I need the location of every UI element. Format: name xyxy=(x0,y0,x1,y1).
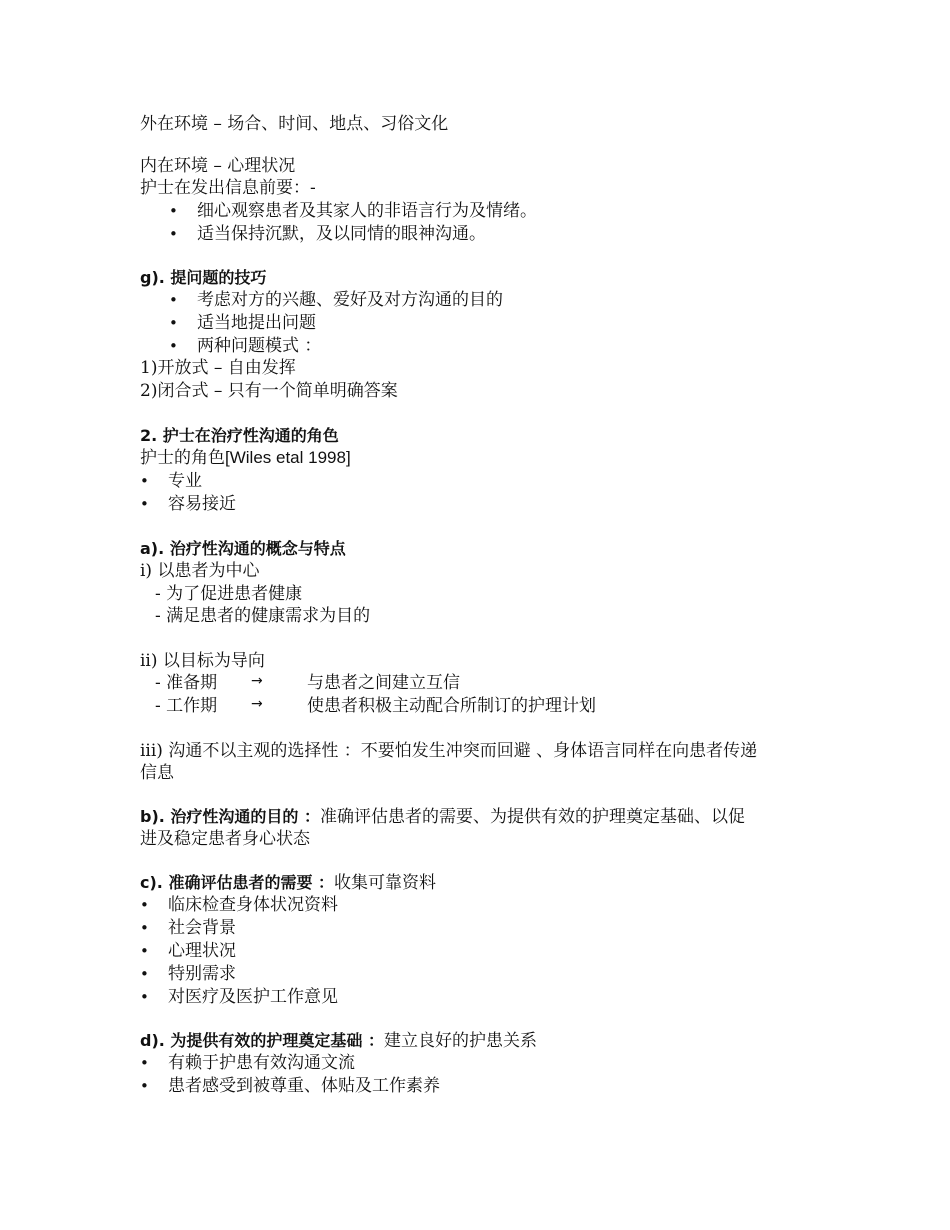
section-c-line: c). 准确评估患者的需要 ：收集可靠资料 xyxy=(140,873,437,893)
bullet-icon: • xyxy=(140,942,149,960)
document-page: 外在环境 – 场合、时间、地点、习俗文化 内在环境 – 心理状况 护士在发出信息前要：- • 细心观察患者及其家人的非语言行为及情绪。 • 适当保持沉默，及以同情的眼神沟通。 g). 提问题的技巧 • 考虑对方的兴趣、爱好及对方沟通的目的 • 适当地提出问题 • 两种问题模式 ： 1)开放式 – 自由发挥 2)闭合式 – 只有一个简单明确答案 2. 护士在治疗性沟通的角色 护士的角色[Wiles etal 1998] • 专业 • 容易接近 a). 治疗性沟通的概念与特点 i) 以患者为中心 - 为了促进患者健康 - 满足患者的健康需求为目的 ii) 以目标为导向 - 准备期 → 与患者之间建立互信 - 工作期 → 使患者积极主动配合所制订的护理计划 iii) 沟通不以主观的选择性 ：不要怕发生冲突而回避 、身体语言同样在向患者传递 信息 b). 治疗性沟通的目的 ：准确评估患者的需要、为提供有效的护理奠定基础、以促 进及稳定患者身心状态 c). 准确评估患者的需要 ：收集可靠资料 • 临床检查身体状况资料 • 社会背景 • 心理状况 • 特别需求 • 对医疗及医护工作意见 d). 为提供有效的护理奠定基础 ：建立良好的护患关系 • 有赖于护患有效沟通文流 • 患者感受到被尊重、体贴及工作素养 xyxy=(140,114,758,1096)
section-heading-b: b). 治疗性沟通的目的 ： xyxy=(140,807,320,826)
sub-heading-ii: ii) 以目标为导向 xyxy=(140,651,265,671)
arrow-right-icon: → xyxy=(251,696,263,712)
section-heading-g: g). 提问题的技巧 xyxy=(140,268,267,287)
bullet-icon: • xyxy=(169,291,178,309)
before-send-line: 护士在发出信息前要：- xyxy=(140,178,316,198)
citation: [Wiles etal 1998] xyxy=(225,448,351,467)
bullet-icon: • xyxy=(169,337,178,355)
section-heading-2: 2. 护士在治疗性沟通的角色 xyxy=(140,426,339,445)
section-heading-a: a). 治疗性沟通的概念与特点 xyxy=(140,539,346,558)
phase-label: - 工作期 xyxy=(155,696,218,716)
external-environment-line: 外在环境 – 场合、时间、地点、习俗文化 xyxy=(140,114,449,134)
sub-heading-iii-continued: 信息 xyxy=(140,763,174,783)
bullet-icon: • xyxy=(140,919,149,937)
list-item: - 满足患者的健康需求为目的 xyxy=(155,606,371,626)
bullet-icon: • xyxy=(169,314,178,332)
section-heading-d: d). 为提供有效的护理奠定基础 ： xyxy=(140,1031,384,1050)
sub-heading-iii: iii) 沟通不以主观的选择性 ：不要怕发生冲突而回避 、身体语言同样在向患者传递 xyxy=(140,741,758,761)
section-b-continued: 进及稳定患者身心状态 xyxy=(140,829,310,849)
bullet-icon: • xyxy=(140,1054,149,1072)
arrow-right-icon: → xyxy=(251,673,263,689)
bullet-icon: • xyxy=(140,1077,149,1095)
phase-label: - 准备期 xyxy=(155,673,218,693)
section-b-line: b). 治疗性沟通的目的 ：准确评估患者的需要、为提供有效的护理奠定基础、以促 xyxy=(140,807,745,827)
bullet-icon: • xyxy=(140,965,149,983)
closed-question-line: 2)闭合式 – 只有一个简单明确答案 xyxy=(140,381,398,401)
nurse-role-line: 护士的角色[Wiles etal 1998] xyxy=(140,448,351,468)
bullet-icon: • xyxy=(140,988,149,1006)
bullet-icon: • xyxy=(140,472,149,490)
bullet-icon: • xyxy=(169,225,178,243)
bullet-icon: • xyxy=(169,202,178,220)
phase-description: 与患者之间建立互信 xyxy=(307,673,460,693)
section-d-line: d). 为提供有效的护理奠定基础 ：建立良好的护患关系 xyxy=(140,1031,537,1051)
sub-heading-i: i) 以患者为中心 xyxy=(140,561,260,581)
open-question-line: 1)开放式 – 自由发挥 xyxy=(140,358,296,378)
phase-description: 使患者积极主动配合所制订的护理计划 xyxy=(307,696,596,716)
bullet-icon: • xyxy=(140,896,149,914)
section-heading-c: c). 准确评估患者的需要 ： xyxy=(140,873,335,892)
internal-environment-line: 内在环境 – 心理状况 xyxy=(140,156,296,176)
bullet-icon: • xyxy=(140,495,149,513)
list-item: - 为了促进患者健康 xyxy=(155,584,303,604)
